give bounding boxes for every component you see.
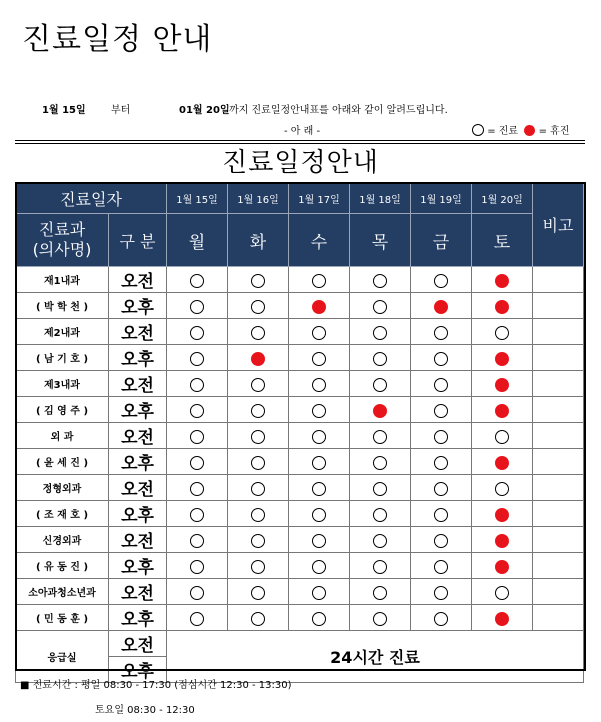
- pm-label: 오후: [109, 397, 167, 423]
- open-circle-icon: [312, 482, 326, 496]
- schedule-cell: [289, 267, 350, 293]
- open-circle-icon: [251, 508, 265, 522]
- open-circle-icon: [373, 534, 387, 548]
- open-circle-icon: [434, 404, 448, 418]
- department-name: 제2내과: [16, 319, 109, 345]
- schedule-cell: [228, 397, 289, 423]
- schedule-cell: [411, 371, 472, 397]
- open-circle-icon: [190, 378, 204, 392]
- open-circle-icon: [251, 456, 265, 470]
- open-circle-icon: [495, 326, 509, 340]
- remarks-cell: [533, 397, 584, 423]
- schedule-cell: [350, 501, 411, 527]
- table-row: [16, 501, 584, 527]
- schedule-cell: [350, 449, 411, 475]
- closed-dot-icon: [495, 378, 509, 392]
- table-row: [16, 475, 584, 501]
- table-row: [16, 345, 584, 371]
- schedule-cell: [289, 449, 350, 475]
- schedule-cell: [411, 501, 472, 527]
- open-circle-icon: [434, 326, 448, 340]
- closed-dot-icon: [495, 352, 509, 366]
- emergency-text: 24시간 진료: [167, 631, 584, 683]
- remarks-cell: [533, 501, 584, 527]
- schedule-cell: [350, 397, 411, 423]
- open-circle-icon: [312, 404, 326, 418]
- pm-label: 오후: [109, 657, 167, 683]
- open-circle-icon: [312, 326, 326, 340]
- open-circle-icon: [434, 612, 448, 626]
- header-type-label: 구 분: [109, 214, 167, 267]
- open-circle-icon: [373, 378, 387, 392]
- footer-hours-saturday: 토요일 08:30 - 12:30: [95, 705, 195, 716]
- schedule-cell: [350, 605, 411, 631]
- schedule-cell: [228, 423, 289, 449]
- open-circle-icon: [190, 508, 204, 522]
- open-circle-icon: [373, 508, 387, 522]
- open-circle-icon: [373, 430, 387, 444]
- emergency-label: 응급실: [16, 631, 109, 683]
- schedule-cell: [228, 475, 289, 501]
- schedule-cell: [289, 501, 350, 527]
- open-circle-icon: [251, 612, 265, 626]
- open-circle-icon: [495, 586, 509, 600]
- schedule-cell: [228, 345, 289, 371]
- table-row: [16, 371, 584, 397]
- department-name: 신경외과: [16, 527, 109, 553]
- schedule-cell: [289, 345, 350, 371]
- header-date: 1월 19일: [411, 183, 472, 214]
- schedule-cell: [228, 579, 289, 605]
- closed-dot-icon: [495, 612, 509, 626]
- table-row: [16, 605, 584, 631]
- pm-label: 오후: [109, 345, 167, 371]
- doctor-name: ( 김 영 주 ): [16, 397, 109, 423]
- open-circle-icon: [190, 560, 204, 574]
- closed-dot-icon: [495, 534, 509, 548]
- schedule-cell: [472, 371, 533, 397]
- schedule-cell: [350, 423, 411, 449]
- am-label: 오전: [109, 527, 167, 553]
- open-circle-icon: [190, 326, 204, 340]
- open-circle-icon: [251, 274, 265, 288]
- remarks-cell: [533, 267, 584, 293]
- am-label: 오전: [109, 267, 167, 293]
- schedule-cell: [228, 371, 289, 397]
- open-circle-icon: [373, 482, 387, 496]
- open-circle-icon: [190, 456, 204, 470]
- legend-open-label: = 진료: [487, 126, 519, 137]
- schedule-cell: [228, 449, 289, 475]
- remarks-cell: [533, 423, 584, 449]
- closed-dot-icon: [495, 508, 509, 522]
- schedule-cell: [472, 423, 533, 449]
- header-date: 1월 20일: [472, 183, 533, 214]
- open-circle-icon: [190, 274, 204, 288]
- doctor-name: ( 유 동 진 ): [16, 553, 109, 579]
- open-circle-icon: [434, 534, 448, 548]
- remarks-cell: [533, 579, 584, 605]
- header-dept-label: 진료과 (의사명): [16, 214, 109, 267]
- schedule-cell: [472, 345, 533, 371]
- notice-text: 까지 진료일정안내표를 아래와 같이 알려드립니다.: [229, 105, 448, 116]
- open-circle-icon: [190, 612, 204, 626]
- closed-dot-icon: [373, 404, 387, 418]
- remarks-cell: [533, 293, 584, 319]
- table-row: [16, 631, 584, 657]
- open-circle-icon: [312, 586, 326, 600]
- schedule-cell: [411, 345, 472, 371]
- open-circle-icon: [251, 430, 265, 444]
- schedule-cell: [167, 553, 228, 579]
- schedule-cell: [350, 371, 411, 397]
- open-circle-icon: [434, 482, 448, 496]
- department-name: 정형외과: [16, 475, 109, 501]
- schedule-cell: [289, 527, 350, 553]
- legend-closed-label: = 휴진: [538, 126, 570, 137]
- closed-dot-icon: [495, 274, 509, 288]
- open-circle-icon: [434, 560, 448, 574]
- schedule-cell: [350, 553, 411, 579]
- schedule-cell: [472, 605, 533, 631]
- table-row: [16, 553, 584, 579]
- schedule-cell: [167, 423, 228, 449]
- schedule-cell: [350, 527, 411, 553]
- open-circle-icon: [373, 274, 387, 288]
- schedule-cell: [411, 293, 472, 319]
- open-circle-icon: [190, 534, 204, 548]
- schedule-cell: [167, 319, 228, 345]
- schedule-cell: [411, 449, 472, 475]
- schedule-cell: [167, 501, 228, 527]
- header-day: 금: [411, 214, 472, 267]
- schedule-cell: [472, 293, 533, 319]
- closed-dot-icon: [495, 456, 509, 470]
- open-circle-icon: [373, 300, 387, 314]
- pm-label: 오후: [109, 449, 167, 475]
- doctor-name: ( 조 재 호 ): [16, 501, 109, 527]
- schedule-cell: [472, 449, 533, 475]
- department-name: 재1내과: [16, 267, 109, 293]
- schedule-cell: [411, 423, 472, 449]
- open-circle-icon: [251, 534, 265, 548]
- schedule-cell: [228, 319, 289, 345]
- notice-below: - 아 래 -: [284, 126, 321, 137]
- table-row: [16, 397, 584, 423]
- open-circle-icon: [251, 326, 265, 340]
- schedule-cell: [228, 605, 289, 631]
- open-circle-icon: [312, 430, 326, 444]
- schedule-cell: [411, 553, 472, 579]
- table-title: 진료일정안내: [222, 148, 379, 178]
- schedule-cell: [350, 579, 411, 605]
- pm-label: 오후: [109, 293, 167, 319]
- department-name: 제3내과: [16, 371, 109, 397]
- schedule-cell: [289, 553, 350, 579]
- schedule-cell: [289, 293, 350, 319]
- header-day: 수: [289, 214, 350, 267]
- schedule-cell: [411, 579, 472, 605]
- footer-hours-weekday: ■ 진료시간 : 평일 08:30 - 17:30 (점심시간 12:30 - 13:30): [20, 680, 292, 691]
- open-circle-icon: [434, 430, 448, 444]
- schedule-cell: [472, 501, 533, 527]
- pm-label: 오후: [109, 553, 167, 579]
- schedule-cell: [472, 397, 533, 423]
- schedule-cell: [167, 475, 228, 501]
- open-circle-icon: [472, 124, 484, 136]
- schedule-cell: [289, 579, 350, 605]
- open-circle-icon: [251, 560, 265, 574]
- doctor-name: ( 박 학 천 ): [16, 293, 109, 319]
- notice-from-word: 부터: [111, 105, 131, 116]
- schedule-cell: [228, 267, 289, 293]
- open-circle-icon: [251, 300, 265, 314]
- legend: [472, 122, 570, 137]
- am-label: 오전: [109, 371, 167, 397]
- am-label: 오전: [109, 475, 167, 501]
- schedule-cell: [411, 527, 472, 553]
- open-circle-icon: [312, 612, 326, 626]
- am-label: 오전: [109, 319, 167, 345]
- schedule-table: [15, 182, 584, 683]
- open-circle-icon: [434, 274, 448, 288]
- open-circle-icon: [312, 352, 326, 366]
- schedule-cell: [350, 293, 411, 319]
- schedule-cell: [472, 475, 533, 501]
- closed-dot-icon: [312, 300, 326, 314]
- schedule-cell: [167, 293, 228, 319]
- open-circle-icon: [251, 586, 265, 600]
- schedule-cell: [472, 579, 533, 605]
- schedule-cell: [167, 579, 228, 605]
- closed-dot-icon: [495, 560, 509, 574]
- schedule-cell: [411, 319, 472, 345]
- table-row: [16, 319, 584, 345]
- schedule-cell: [350, 345, 411, 371]
- open-circle-icon: [373, 586, 387, 600]
- closed-dot-icon: [495, 404, 509, 418]
- closed-dot-icon: [524, 125, 535, 136]
- schedule-cell: [289, 423, 350, 449]
- doctor-name: ( 남 기 호 ): [16, 345, 109, 371]
- remarks-cell: [533, 449, 584, 475]
- remarks-cell: [533, 605, 584, 631]
- table-row: [16, 527, 584, 553]
- header-remarks: 비고: [533, 183, 584, 267]
- open-circle-icon: [251, 378, 265, 392]
- schedule-cell: [167, 527, 228, 553]
- remarks-cell: [533, 553, 584, 579]
- open-circle-icon: [190, 300, 204, 314]
- table-row: [16, 423, 584, 449]
- schedule-cell: [350, 319, 411, 345]
- table-row: [16, 293, 584, 319]
- table-row: [16, 579, 584, 605]
- am-label: 오전: [109, 631, 167, 657]
- schedule-cell: [167, 267, 228, 293]
- schedule-cell: [289, 397, 350, 423]
- header-day: 토: [472, 214, 533, 267]
- pm-label: 오후: [109, 605, 167, 631]
- open-circle-icon: [373, 560, 387, 574]
- open-circle-icon: [251, 404, 265, 418]
- remarks-cell: [533, 475, 584, 501]
- schedule-cell: [289, 605, 350, 631]
- open-circle-icon: [434, 378, 448, 392]
- schedule-cell: [228, 527, 289, 553]
- closed-dot-icon: [434, 300, 448, 314]
- open-circle-icon: [190, 404, 204, 418]
- schedule-cell: [167, 397, 228, 423]
- department-name: 외 과: [16, 423, 109, 449]
- schedule-cell: [350, 475, 411, 501]
- header-date: 1월 16일: [228, 183, 289, 214]
- open-circle-icon: [373, 326, 387, 340]
- schedule-cell: [411, 397, 472, 423]
- schedule-cell: [167, 345, 228, 371]
- am-label: 오전: [109, 423, 167, 449]
- open-circle-icon: [373, 456, 387, 470]
- open-circle-icon: [312, 274, 326, 288]
- open-circle-icon: [495, 482, 509, 496]
- divider: [15, 140, 585, 141]
- open-circle-icon: [312, 378, 326, 392]
- page-title: 진료일정 안내: [22, 22, 213, 57]
- am-label: 오전: [109, 579, 167, 605]
- header-date: 1월 17일: [289, 183, 350, 214]
- schedule-cell: [472, 553, 533, 579]
- header-date: 1월 15일: [167, 183, 228, 214]
- header-day: 월: [167, 214, 228, 267]
- schedule-cell: [228, 553, 289, 579]
- notice-to-date: 01월 20일: [179, 105, 230, 116]
- open-circle-icon: [434, 352, 448, 366]
- open-circle-icon: [312, 534, 326, 548]
- notice-from-date: 1월 15일: [42, 105, 86, 116]
- open-circle-icon: [190, 430, 204, 444]
- schedule-cell: [350, 267, 411, 293]
- table-row: [16, 267, 584, 293]
- schedule-cell: [289, 475, 350, 501]
- schedule-cell: [228, 293, 289, 319]
- schedule-cell: [472, 319, 533, 345]
- header-day: 목: [350, 214, 411, 267]
- department-name: 소아과청소년과: [16, 579, 109, 605]
- remarks-cell: [533, 371, 584, 397]
- header-date-label: 진료일자: [16, 183, 167, 214]
- remarks-cell: [533, 319, 584, 345]
- header-date: 1월 18일: [350, 183, 411, 214]
- open-circle-icon: [312, 508, 326, 522]
- table-row: [16, 449, 584, 475]
- doctor-name: ( 윤 세 진 ): [16, 449, 109, 475]
- closed-dot-icon: [495, 300, 509, 314]
- schedule-cell: [167, 605, 228, 631]
- schedule-cell: [167, 449, 228, 475]
- schedule-cell: [411, 267, 472, 293]
- open-circle-icon: [190, 586, 204, 600]
- open-circle-icon: [373, 352, 387, 366]
- open-circle-icon: [495, 430, 509, 444]
- remarks-cell: [533, 527, 584, 553]
- open-circle-icon: [434, 508, 448, 522]
- schedule-cell: [289, 319, 350, 345]
- notice-line: [0, 101, 601, 115]
- open-circle-icon: [373, 612, 387, 626]
- header-day: 화: [228, 214, 289, 267]
- open-circle-icon: [190, 352, 204, 366]
- open-circle-icon: [434, 456, 448, 470]
- open-circle-icon: [312, 560, 326, 574]
- pm-label: 오후: [109, 501, 167, 527]
- open-circle-icon: [312, 456, 326, 470]
- schedule-cell: [472, 527, 533, 553]
- schedule-cell: [472, 267, 533, 293]
- schedule-cell: [228, 501, 289, 527]
- remarks-cell: [533, 345, 584, 371]
- schedule-cell: [411, 475, 472, 501]
- schedule-cell: [289, 371, 350, 397]
- doctor-name: ( 민 동 훈 ): [16, 605, 109, 631]
- notice-sub-line: [0, 122, 601, 136]
- schedule-cell: [167, 371, 228, 397]
- open-circle-icon: [434, 586, 448, 600]
- schedule-cell: [411, 605, 472, 631]
- closed-dot-icon: [251, 352, 265, 366]
- open-circle-icon: [190, 482, 204, 496]
- open-circle-icon: [251, 482, 265, 496]
